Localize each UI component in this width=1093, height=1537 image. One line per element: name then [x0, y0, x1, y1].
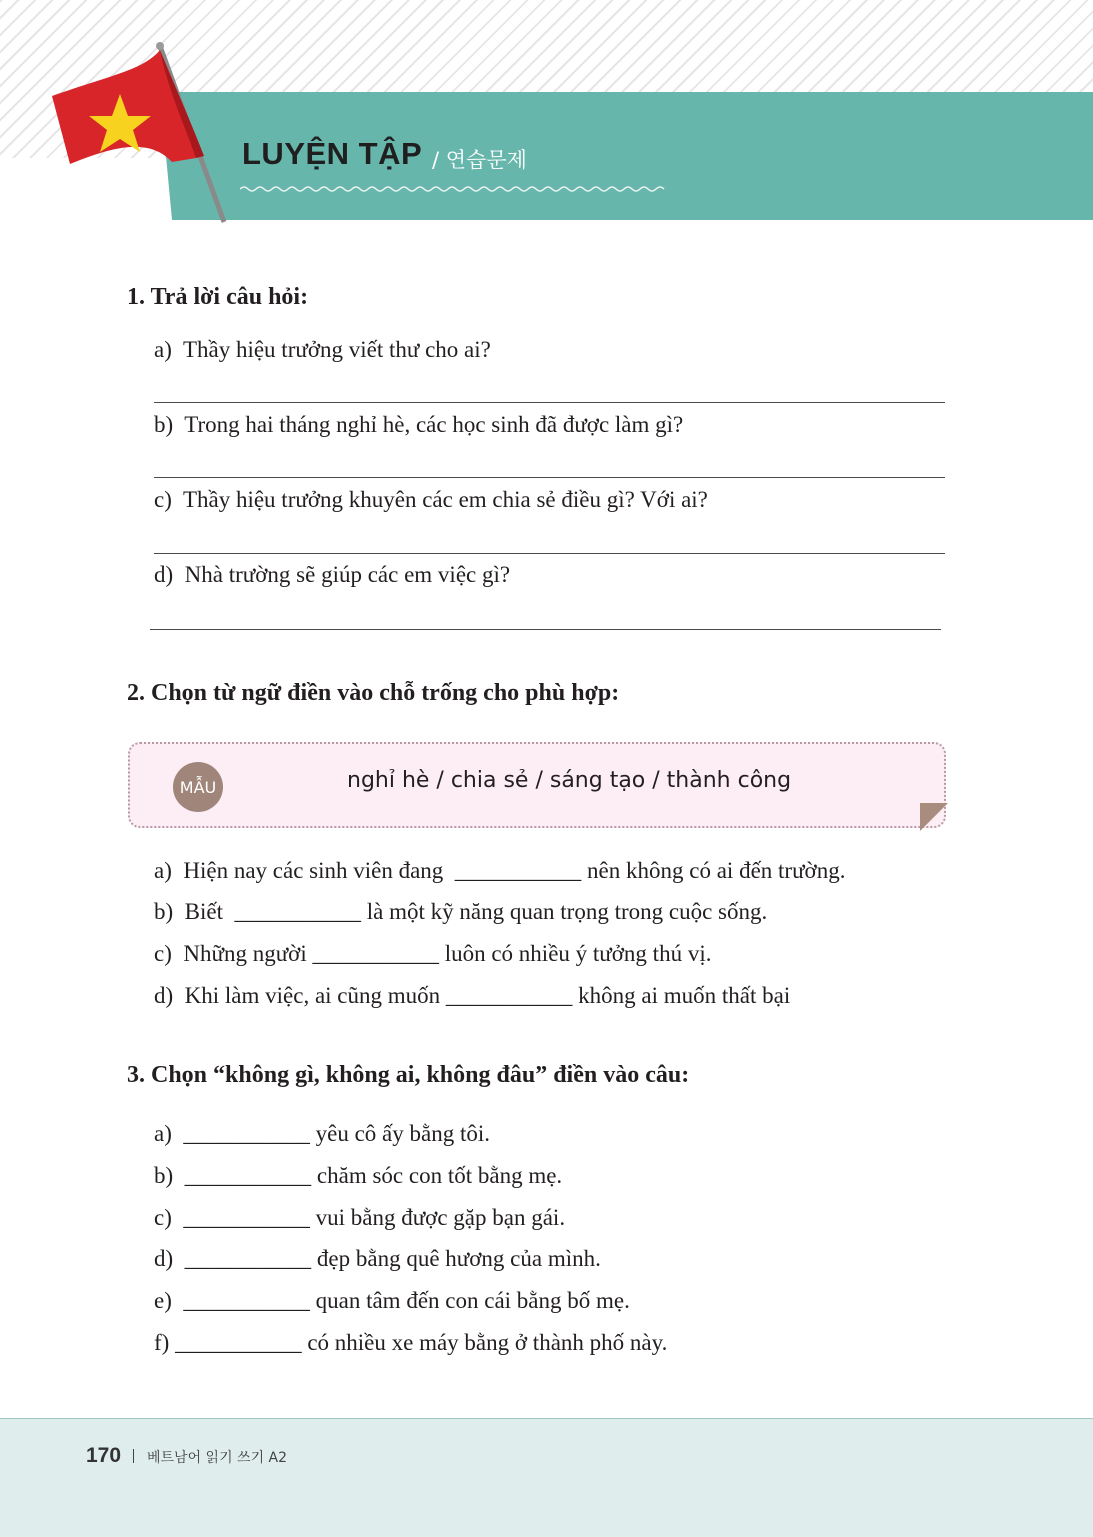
section3-sentence-f: f) ___________ có nhiều xe máy bằng ở thành phố này.	[154, 1330, 668, 1355]
section3-sentence-b: b) ___________ chăm sóc con tốt bằng mẹ.	[154, 1163, 563, 1188]
sample-badge: MẪU	[173, 762, 223, 812]
word-bank-words: nghỉ hè / chia sẻ / sáng tạo / thành công	[347, 768, 792, 793]
section3-sentence-e: e) ___________ quan tâm đến con cái bằng bố mẹ.	[154, 1288, 630, 1313]
page-curl-icon	[920, 803, 948, 831]
page-subtitle: / 연습문제	[432, 148, 527, 172]
section2-heading: 2. Chọn từ ngữ điền vào chỗ trống cho phù hợp:	[127, 680, 620, 706]
section1-question-a: a) Thầy hiệu trưởng viết thư cho ai?	[154, 337, 491, 362]
section1-heading: 1. Trả lời câu hỏi:	[127, 284, 309, 310]
section2-sentence-c: c) Những người ___________ luôn có nhiều ý tưởng thú vị.	[154, 941, 712, 966]
answer-line-a[interactable]	[154, 402, 945, 403]
answer-line-b[interactable]	[154, 477, 945, 478]
section3-sentence-a: a) ___________ yêu cô ấy bằng tôi.	[154, 1121, 490, 1146]
section3-sentence-c: c) ___________ vui bằng được gặp bạn gái.	[154, 1205, 566, 1230]
answer-line-c[interactable]	[154, 553, 945, 554]
section1-question-d: d) Nhà trường sẽ giúp các em việc gì?	[154, 562, 511, 587]
footer-separator	[133, 1449, 134, 1463]
section1-question-c: c) Thầy hiệu trưởng khuyên các em chia sẻ điều gì? Với ai?	[154, 487, 708, 512]
section2-sentence-d: d) Khi làm việc, ai cũng muốn ___________ không ai muốn thất bại	[154, 983, 791, 1008]
section3-sentence-d: d) ___________ đẹp bằng quê hương của mình.	[154, 1246, 601, 1271]
vietnam-flag-icon	[48, 40, 238, 230]
page-number: 170	[86, 1444, 122, 1467]
section3-heading: 3. Chọn “không gì, không ai, không đâu” điền vào câu:	[127, 1062, 690, 1088]
section2-sentence-a: a) Hiện nay các sinh viên đang ___________ nên không có ai đến trường.	[154, 858, 846, 883]
page-footer	[0, 1418, 1093, 1537]
page-title: LUYỆN TẬP	[242, 136, 423, 171]
title-underline-wave	[240, 184, 668, 194]
section2-sentence-b: b) Biết ___________ là một kỹ năng quan trọng trong cuộc sống.	[154, 899, 768, 924]
book-title: 베트남어 읽기 쓰기 A2	[147, 1450, 288, 1466]
answer-line-d[interactable]	[150, 629, 941, 630]
section1-question-b: b) Trong hai tháng nghỉ hè, các học sinh đã được làm gì?	[154, 412, 684, 437]
